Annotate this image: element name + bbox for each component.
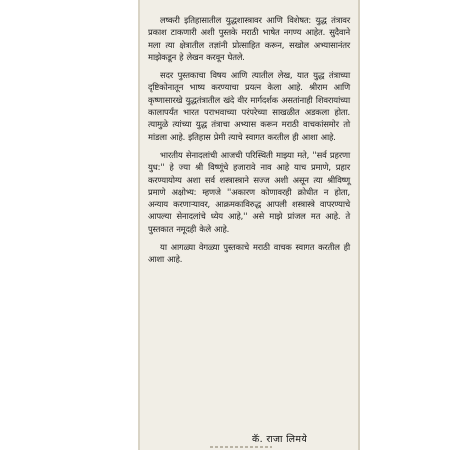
clipping-left-edge: [138, 0, 140, 450]
article-paragraph: लष्करी इतिहासातील युद्धशास्त्रावर आणि विशेषत: युद्ध तंत्रावर प्रकाश टाकणारी अशी पुस्तके मराठी भाषेत नगण्य आहेत. सुदैवाने मला त्या क्षेत्रातील तज्ञांनी प्रोत्साहित करून, सखोल अभ्यासानंतर माझेकडून हे लेखन करवून घेतले.: [148, 15, 350, 62]
article-paragraph: सदर पुस्तकाचा विषय आणि त्यातील लेख, यात युद्ध तंत्राच्या दृष्टिकोनातून भाष्य करण्याचा प्रयत्न केला आहे. श्रीराम आणि कृष्णासारखे युद्धतंत्रातील खंदे वीर मार्गदर्शक असतांनाही शिवरायांच्या कालापर्यंत भारत पराभवाच्या परंपरेच्या साखळीत अडकला होता. त्यामुळे त्यांच्या युद्ध तंत्राचा अभ्यास करून मराठी वाचकांसमोर तो मांडला आहे. इतिहास प्रेमी त्याचे स्वागत करतील ही आशा आहे.: [148, 70, 350, 142]
scan-artifact: [210, 446, 272, 448]
article-body: [148, 14, 350, 271]
author-signature: कॅ. राजा लिमये: [252, 434, 308, 445]
clipping-right-edge: [358, 0, 360, 450]
article-paragraph: भारतीय सेनादलांची आजची परिस्थिती माझ्या मते, ''सर्व प्रहरणा युध:'' हे ज्या श्री विष्णूंचे हजारावे नाव आहे याच प्रमाणे, प्रहार करण्यायोग्य अशा सर्व शस्त्रास्त्राने सज्ज अशी असून त्या श्रीविष्णू प्रमाणे अक्षोभ्य: म्हणजे ''अकारण कोणावरही क्रोधीत न होता, अन्याय करणाऱ्यावर, आक्रमकाविरुद्ध आपली शस्त्रास्त्रे वापरण्याचे आपल्या सेनादलांचे ध्येय आहे,'' असे माझे प्रांजल मत आहे. ते पुस्तकात नमूदही केले आहे.: [148, 149, 350, 234]
article-paragraph: या आगळ्या वेगळ्या पुस्तकाचे मराठी वाचक स्वागत करतील ही आशा आहे.: [148, 242, 350, 265]
